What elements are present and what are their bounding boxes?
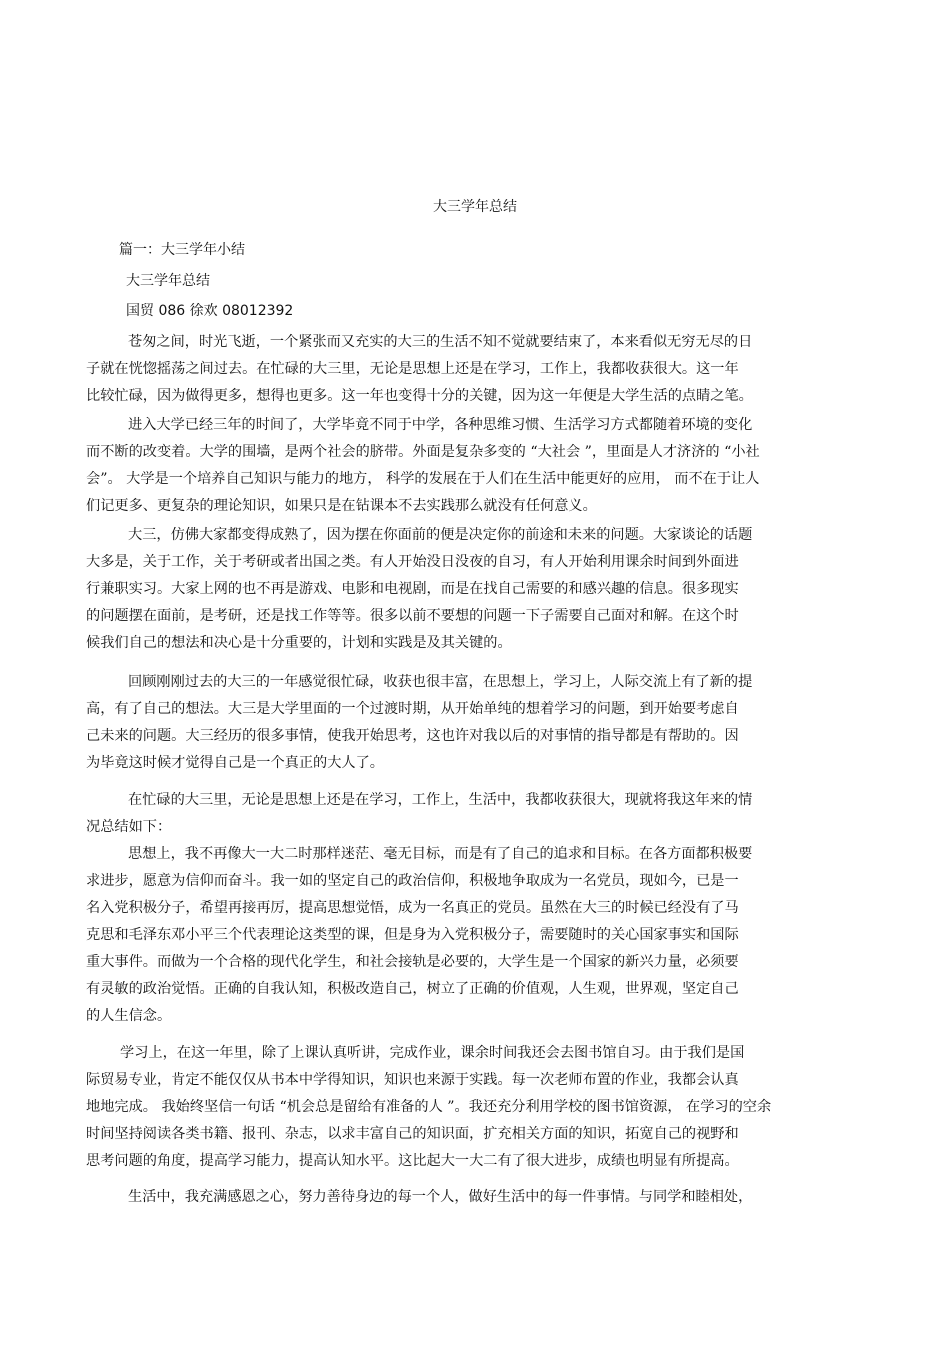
paragraph-line: 地地完成。 我始终坚信一句话 “机会总是留给有准备的人 ”。我还充分利用学校的图书馆资源， 在学习的空余 bbox=[86, 1099, 772, 1115]
paragraph-2 bbox=[86, 412, 760, 520]
document-subtitle: 大三学年总结 bbox=[126, 273, 210, 289]
paragraph-5 bbox=[86, 787, 752, 841]
paragraph-line: 高，有了自己的想法。大三是大学里面的一个过渡时期，从开始单纯的想着学习的问题，到开始要考虑自 bbox=[86, 701, 739, 717]
paragraph-line: 会”。 大学是一个培养自己知识与能力的地方， 科学的发展在于人们在生活中能更好的应用， 而不在于让人 bbox=[86, 471, 760, 487]
paragraph-line: 而不断的改变着。大学的围墙，是两个社会的脐带。外面是复杂多变的 “大社会 ”，里面是人才济济的 “小社 bbox=[86, 444, 760, 460]
paragraph-line: 们记更多、更复杂的理论知识，如果只是在钻课本不去实践那么就没有任何意义。 bbox=[86, 498, 597, 514]
paragraph-line: 在忙碌的大三里，无论是思想上还是在学习，工作上，生活中，我都收获很大，现就将我这年来的情 bbox=[128, 792, 753, 808]
paragraph-1 bbox=[86, 329, 753, 410]
document-title: 大三学年总结 bbox=[433, 199, 517, 215]
paragraph-line: 克思和毛泽东邓小平三个代表理论这类型的课，但是身为入党积极分子，需要随时的关心国家事实和国际 bbox=[86, 927, 739, 943]
paragraph-line: 重大事件。而做为一个合格的现代化学生，和社会接轨是必要的，大学生是一个国家的新兴力量，必须要 bbox=[86, 954, 739, 970]
paragraph-line: 有灵敏的政治觉悟。正确的自我认知，积极改造自己，树立了正确的价值观，人生观，世界观，坚定自己 bbox=[86, 981, 739, 997]
paragraph-line: 求进步，愿意为信仰而奋斗。我一如的坚定自己的政治信仰，积极地争取成为一名党员，现如今，已是一 bbox=[86, 873, 739, 889]
paragraph-line: 子就在恍惚摇荡之间过去。在忙碌的大三里，无论是思想上还是在学习，工作上，我都收获很大。这一年 bbox=[86, 361, 739, 377]
paragraph-line: 大三，仿佛大家都变得成熟了，因为摆在你面前的便是决定你的前途和未来的问题。大家谈论的话题 bbox=[128, 527, 753, 543]
paragraph-6 bbox=[86, 841, 752, 1030]
paragraph-line: 时间坚持阅读各类书籍、报刊、杂志，以求丰富自己的知识面，扩充相关方面的知识，拓宽自己的视野和 bbox=[86, 1126, 739, 1142]
paragraph-line: 名入党积极分子，希望再接再厉，提高思想觉悟，成为一名真正的党员。虽然在大三的时候已经没有了马 bbox=[86, 900, 739, 916]
paragraph-line: 己未来的问题。大三经历的很多事情，使我开始思考，这也许对我以后的对事情的指导都是有帮助的。因 bbox=[86, 728, 739, 744]
paragraph-line: 大多是，关于工作，关于考研或者出国之类。有人开始没日没夜的自习，有人开始利用课余时间到外面进 bbox=[86, 554, 739, 570]
paragraph-line: 思考问题的角度，提高学习能力，提高认知水平。这比起大一大二有了很大进步，成绩也明显有所提高。 bbox=[86, 1153, 739, 1169]
paragraph-line: 学习上，在这一年里，除了上课认真听讲，完成作业，课余时间我还会去图书馆自习。由于我们是国 bbox=[120, 1045, 745, 1061]
paragraph-line: 回顾刚刚过去的大三的一年感觉很忙碌，收获也很丰富，在思想上，学习上，人际交流上有了新的提 bbox=[128, 674, 753, 690]
author-line: 国贸 086 徐欢 08012392 bbox=[126, 303, 294, 319]
paragraph-line: 思想上，我不再像大一大二时那样迷茫、毫无目标，而是有了自己的追求和目标。在各方面都积极要 bbox=[128, 846, 753, 862]
paragraph-line: 况总结如下： bbox=[86, 819, 172, 835]
paragraph-line: 生活中，我充满感恩之心，努力善待身边的每一个人，做好生活中的每一件事情。与同学和睦相处， bbox=[128, 1189, 753, 1205]
paragraph-line: 苍匆之间，时光飞逝，一个紧张而又充实的大三的生活不知不觉就要结束了，本来看似无穷无尽的日 bbox=[128, 334, 753, 350]
paragraph-line: 的问题摆在面前，是考研，还是找工作等等。很多以前不要想的问题一下子需要自己面对和解。在这个时 bbox=[86, 608, 739, 624]
paragraph-line: 的人生信念。 bbox=[86, 1008, 172, 1024]
paragraph-3 bbox=[86, 522, 752, 657]
paragraph-line: 进入大学已经三年的时间了，大学毕竟不同于中学，各种思维习惯、生活学习方式都随着环境的变化 bbox=[128, 417, 753, 433]
paragraph-line: 为毕竟这时候才觉得自己是一个真正的大人了。 bbox=[86, 755, 384, 771]
paragraph-line: 候我们自己的想法和决心是十分重要的，计划和实践是及其关键的。 bbox=[86, 635, 512, 651]
paragraph-line: 际贸易专业，肯定不能仅仅从书本中学得知识，知识也来源于实践。每一次老师布置的作业，我都会认真 bbox=[86, 1072, 739, 1088]
paragraph-line: 行兼职实习。大家上网的也不再是游戏、电影和电视剧，而是在找自己需要的和感兴趣的信息。很多现实 bbox=[86, 581, 739, 597]
paragraph-4 bbox=[86, 669, 752, 777]
section-heading: 篇一：大三学年小结 bbox=[119, 242, 245, 258]
paragraph-8 bbox=[86, 1184, 752, 1211]
paragraph-7 bbox=[86, 1040, 771, 1175]
paragraph-line: 比较忙碌，因为做得更多，想得也更多。这一年也变得十分的关键，因为这一年便是大学生活的点睛之笔。 bbox=[86, 388, 753, 404]
